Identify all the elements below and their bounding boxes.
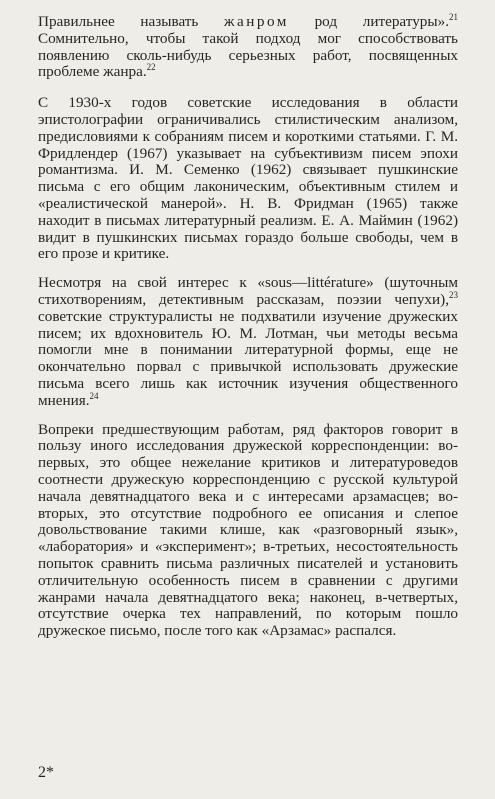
footnote-ref: 23	[449, 289, 458, 300]
footnote-ref: 22	[146, 62, 156, 73]
text-run: Несмотря на свой интерес к «sous—littérature» (шуточным стихотворениям, детективным рассказам, поэзии чепухи),	[38, 274, 458, 308]
paragraph	[38, 422, 458, 640]
text-run: Вопреки предшествующим работам, ряд факторов говорит в пользу иного исследования дружеской корреспонденции: во-первых, это общее нежелание критиков и литературоведов соотнести дружескую корреспонденцию с русской культурой начала девятнадцатого века и с интересами арзамасцев; во-вторых, это отсутствие подробного ее описания и слепое довольствование такими клише, как «разговорный язык», «лаборатория» и «эксперимент»; в-третьих, несостоятельность попыток сравнить письма различных писателей и установить отличительную особенность писем в сравнении с другими жанрами начала девятнадцатого века; наконец, в-четвертых, отсутствие очерка тех направлений, по которым пошло дружеское письмо, после того как «Арзамас» распался.	[38, 420, 458, 640]
text-run: род литературы».	[288, 13, 449, 30]
paragraph	[38, 275, 458, 409]
text-run: Правильнее называть	[38, 13, 225, 30]
paragraph	[38, 95, 458, 263]
paragraph	[38, 11, 458, 81]
signature-mark: 2*	[38, 764, 54, 781]
footnote-ref: 24	[89, 390, 99, 401]
text-run: Сомнительно, чтобы такой подход мог способствовать появлению сколь-нибудь серьезных работ, посвященных проблеме жанра.	[38, 29, 458, 81]
footnote-ref: 21	[449, 11, 458, 22]
body-text	[38, 11, 458, 652]
text-run: С 1930-х годов советские исследования в области эпистолографии ограничивались стилистическим анализом, предисловиями к собраниям писем и короткими статьями. Г. М. Фридлендер (1967) указывает на субъективизм писем эпохи романтизма. И. М. Семенко (1962) связывает пушкинские письма с его общим лаконическим, объективным стилем и «реалистической манерой». Н. В. Фридман (1965) также находит в письмах литературный реализм. Е. А. Маймин (1962) видит в пушкинских письмах гораздо больше свободы, чем в его прозе и критике.	[38, 94, 458, 263]
text-run: советские структуралисты не подхватили изучение дружеских писем; их вдохновитель Ю. М. Лотман, чьи методы весьма помогли мне в понимании литературной формы, еще не окончательно порвал с привычкой использовать дружеские письма всего лишь как источник изучения общественного мнения.	[38, 307, 458, 409]
spaced-word: жанром	[224, 13, 289, 30]
